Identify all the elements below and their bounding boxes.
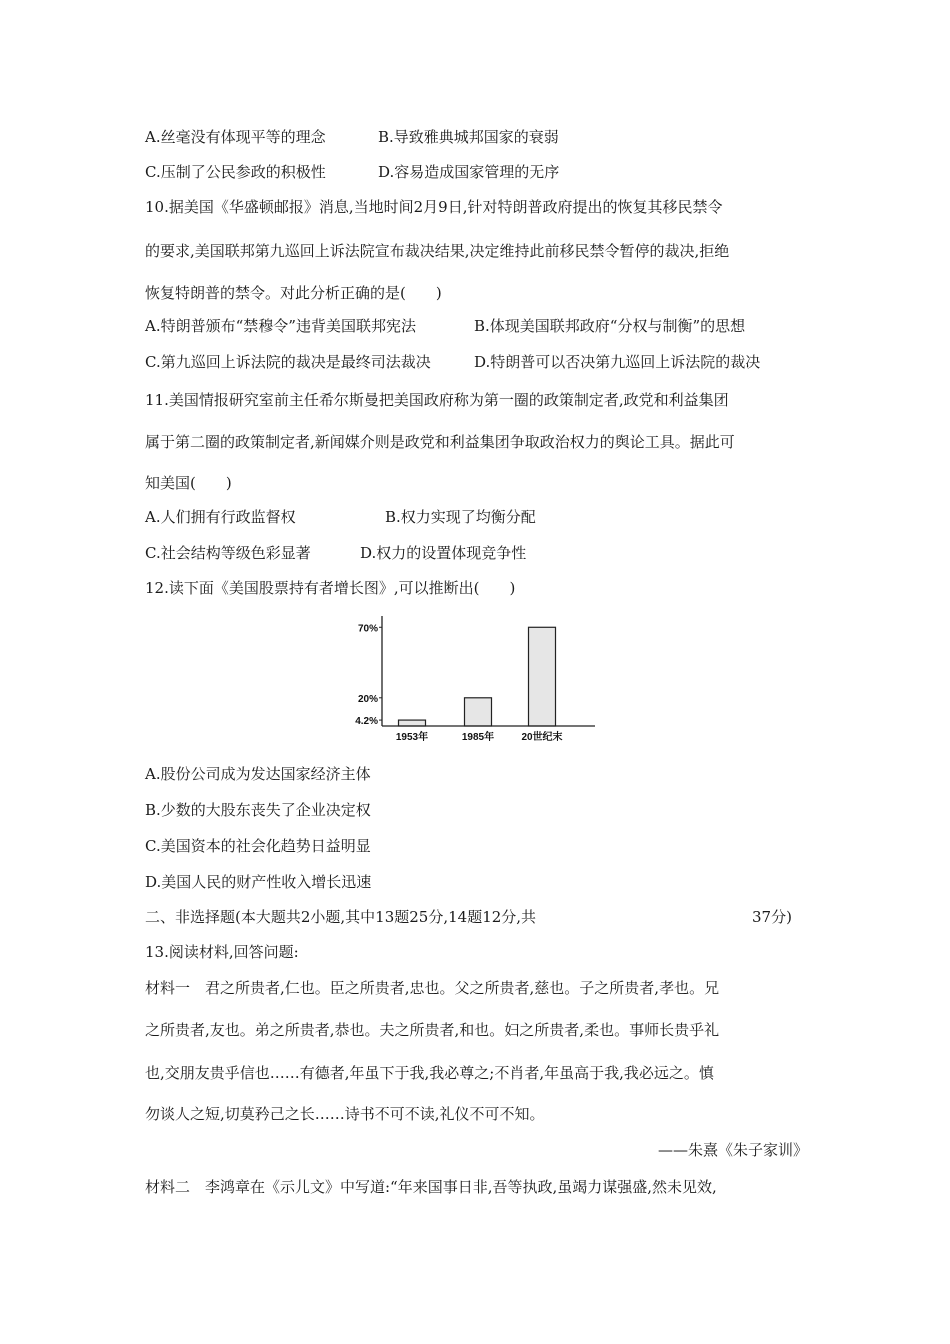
q10-stem-line2: 的要求,美国联邦第九巡回上诉法院宣布裁决结果,决定维持此前移民禁令暂停的裁决,拒绝	[145, 242, 730, 260]
q11-stem-line2: 属于第二圈的政策制定者,新闻媒介则是政党和利益集团争取政治权力的舆论工具。据此可	[145, 433, 735, 451]
chart-bars	[399, 627, 556, 726]
q10-stem-line3: 恢复特朗普的禁令。对此分析正确的是( )	[145, 284, 442, 302]
q10-option-a: A.特朗普颁布“禁穆令”违背美国联邦宪法	[145, 317, 416, 335]
q11-option-a: A.人们拥有行政监督权	[145, 508, 296, 526]
q9-option-d: D.容易造成国家管理的无序	[378, 163, 560, 181]
q10-option-d: D.特朗普可以否决第九巡回上诉法院的裁决	[474, 353, 761, 371]
chart-bar-1	[465, 698, 492, 726]
chart-value-label-0: 4.2%	[355, 716, 378, 728]
q9-option-c: C.压制了公民参政的积极性	[145, 163, 326, 181]
q12-option-d: D.美国人民的财产性收入增长迅速	[145, 873, 372, 891]
q12-option-c: C.美国资本的社会化趋势日益明显	[145, 837, 371, 855]
chart-bar-0	[399, 720, 426, 726]
chart-value-label-2: 70%	[357, 623, 378, 635]
chart-value-label-1: 20%	[357, 693, 378, 705]
q12-option-a: A.股份公司成为发达国家经济主体	[145, 765, 371, 783]
q9-option-b: B.导致雅典城邦国家的衰弱	[378, 128, 559, 146]
q13-material1-source: ——朱熹《朱子家训》	[657, 1141, 808, 1159]
q13-material1-line4: 勿谈人之短,切莫矜己之长……诗书不可不读,礼仪不可不知。	[145, 1105, 545, 1123]
q13-material1-line3: 也,交朋友贵乎信也……有德者,年虽下于我,我必尊之;不肖者,年虽高于我,我必远之。慎	[145, 1064, 714, 1082]
section2-heading: 二、非选择题(本大题共2小题,其中13题25分,14题12分,共	[145, 908, 537, 926]
q10-stem-line1: 10.据美国《华盛顿邮报》消息,当地时间2月9日,针对特朗普政府提出的恢复其移民禁令	[145, 198, 723, 216]
q12-option-b: B.少数的大股东丧失了企业决定权	[145, 801, 371, 819]
q11-stem-line1: 11.美国情报研究室前主任希尔斯曼把美国政府称为第一圈的政策制定者,政党和利益集团	[145, 391, 729, 409]
q11-option-b: B.权力实现了均衡分配	[385, 508, 536, 526]
q13-material2-line1: 材料二 李鸿章在《示儿文》中写道:“年来国事日非,吾等执政,虽竭力谋强盛,然未见效,	[145, 1178, 717, 1196]
q10-option-c: C.第九巡回上诉法院的裁决是最终司法裁决	[145, 353, 431, 371]
stock-holders-bar-chart	[340, 608, 610, 748]
chart-category-label-1: 1985年	[461, 732, 495, 743]
chart-y-labels	[355, 623, 382, 727]
q13-stem: 13.阅读材料,回答问题:	[145, 943, 299, 961]
q11-stem-line3: 知美国( )	[145, 474, 232, 492]
q9-option-a: A.丝毫没有体现平等的理念	[145, 128, 326, 146]
chart-category-label-0: 1953年	[395, 732, 429, 743]
q10-option-b: B.体现美国联邦政府“分权与制衡”的思想	[474, 317, 746, 335]
q11-option-c: C.社会结构等级色彩显著	[145, 544, 311, 562]
q13-material1-line2: 之所贵者,友也。弟之所贵者,恭也。夫之所贵者,和也。妇之所贵者,柔也。事师长贵乎礼	[145, 1021, 720, 1039]
q13-material1-line1: 材料一 君之所贵者,仁也。臣之所贵者,忠也。父之所贵者,慈也。子之所贵者,孝也。兄	[145, 979, 720, 997]
q11-option-d: D.权力的设置体现竞争性	[360, 544, 527, 562]
chart-x-labels	[396, 730, 563, 743]
chart-bar-2	[529, 627, 556, 726]
section2-heading-total: 37分)	[752, 908, 792, 926]
chart-category-label-2: 20世纪末	[521, 732, 563, 743]
q12-stem: 12.读下面《美国股票持有者增长图》,可以推断出( )	[145, 579, 516, 597]
